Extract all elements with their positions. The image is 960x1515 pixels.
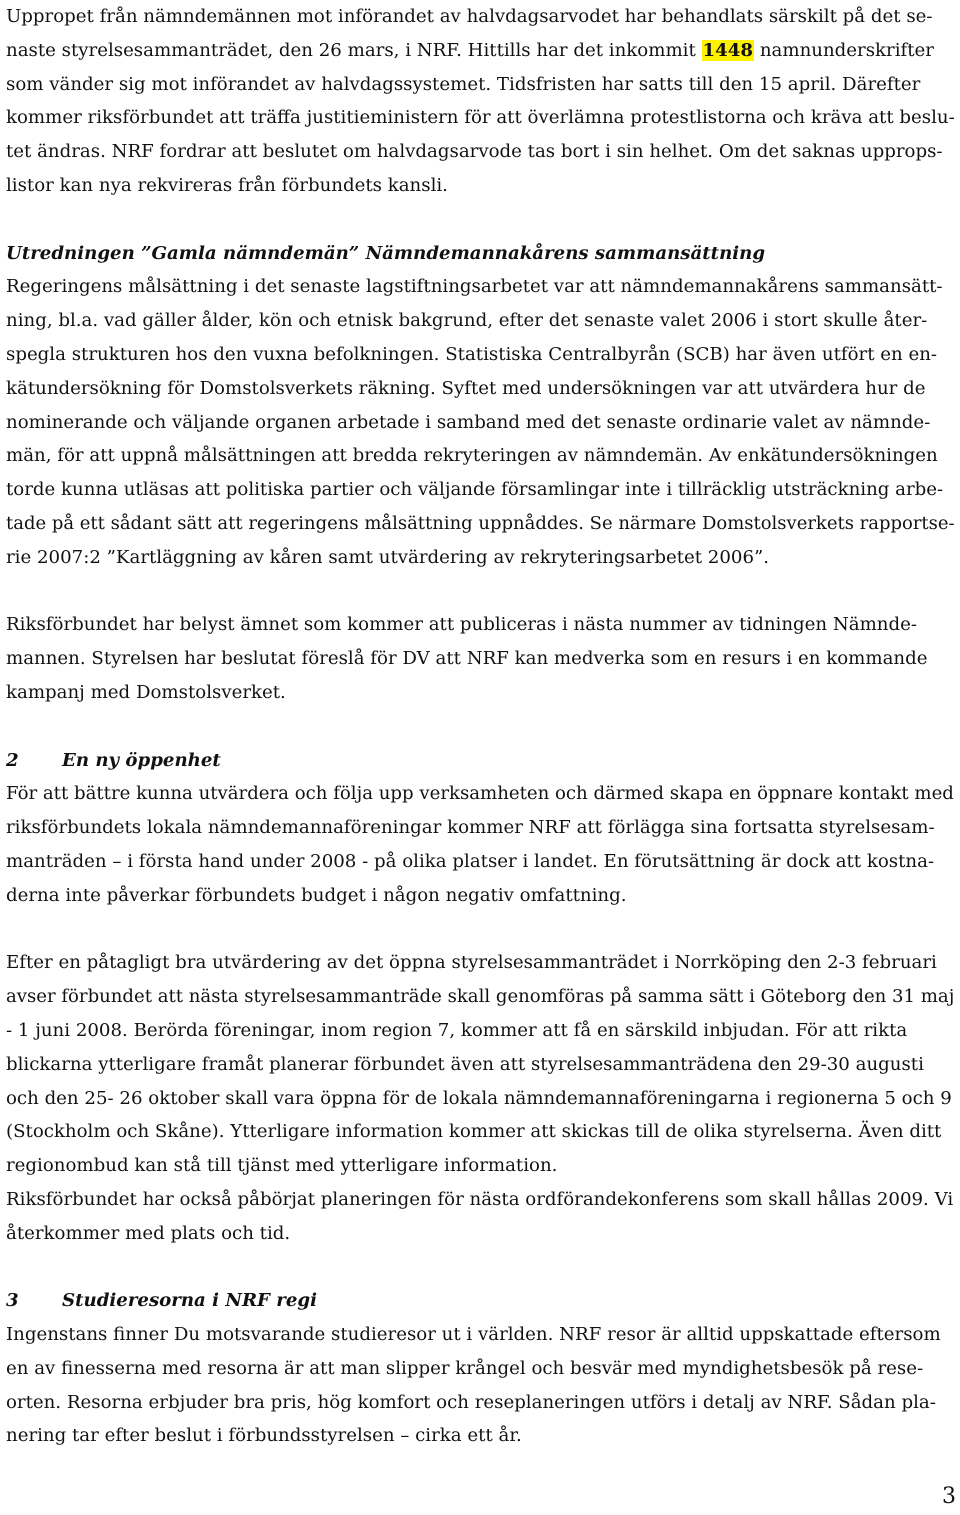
- text-line: mannen. Styrelsen har beslutat föreslå för DV att NRF kan medverka som en resurs i en kommande: [6, 648, 928, 670]
- text-line: derna inte påverkar förbundets budget i någon negativ omfattning.: [6, 884, 627, 906]
- text-line: (Stockholm och Skåne). Ytterligare information kommer att skickas till de olika styrelserna. Även ditt: [6, 1121, 942, 1143]
- paragraph-gap: [6, 710, 956, 744]
- text-line: avser förbundet att nästa styrelsesammanträde skall genomföras på samma sätt i Göteborg den 31 maj: [6, 986, 955, 1008]
- text-line: Ingenstans finner Du motsvarande studieresor ut i världen. NRF resor är alltid uppskattade eftersom: [6, 1324, 941, 1346]
- section-heading: [6, 1284, 956, 1318]
- text-line: Uppropet från nämndemännen mot införandet av halvdagsarvodet har behandlats särskilt på det se-: [6, 6, 933, 27]
- text-line: För att bättre kunna utvärdera och följa upp verksamheten och därmed skapa en öppnare kontakt med: [6, 783, 954, 805]
- text-line: [6, 34, 956, 68]
- text-line: Regeringens målsättning i det senaste lagstiftningsarbetet var att nämndemannakårens sammansätt-: [6, 276, 943, 298]
- text-line: som vänder sig mot införandet av halvdagssystemet. Tidsfristen har satts till den 15 april. Därefter: [6, 73, 921, 95]
- paragraph-gap: [6, 1250, 956, 1284]
- text-line: en av finesserna med resorna är att man slipper krångel och besvär med myndighetsbesök på rese-: [6, 1357, 924, 1379]
- text-line: kampanj med Domstolsverket.: [6, 681, 286, 703]
- text-line: tet ändras. NRF fordrar att beslutet om halvdagsarvode tas bort i sin helhet. Om det saknas upprops-: [6, 141, 943, 163]
- text-fragment: naste styrelsesammanträdet, den 26 mars, i NRF. Hittills har det inkommit: [6, 39, 702, 61]
- text-line: och den 25- 26 oktober skall vara öppna för de lokala nämndemannaföreningarna i regionerna 5 och 9: [6, 1087, 952, 1109]
- highlighted-count: 1448: [702, 39, 754, 61]
- text-line: nering tar efter beslut i förbundsstyrelsen – cirka ett år.: [6, 1425, 522, 1447]
- text-line: Riksförbundet har belyst ämnet som kommer att publiceras i nästa nummer av tidningen Nämnde-: [6, 614, 917, 636]
- document-page: [6, 0, 956, 1453]
- page-number: 3: [942, 1484, 956, 1509]
- text-line: kätundersökning för Domstolsverkets räkning. Syftet med undersökningen var att utvärdera hur de: [6, 377, 926, 399]
- intro-paragraph: [6, 0, 956, 203]
- text-line: blickarna ytterligare framåt planerar förbundet även att styrelsesammanträdena den 29-30 augusti: [6, 1053, 924, 1075]
- text-line: listor kan nya rekvireras från förbundets kansli.: [6, 174, 448, 196]
- section-2: [6, 744, 956, 1251]
- text-line: manträden – i första hand under 2008 - på olika platser i landet. En förutsättning är dock att kostna-: [6, 850, 935, 872]
- text-fragment: namnunderskrifter: [754, 39, 934, 61]
- section-heading: Utredningen ”Gamla nämndemän” Nämndemannakårens sammansättning: [6, 242, 766, 264]
- section-title: En ny öppenhet: [62, 749, 221, 771]
- text-line: Efter en påtagligt bra utvärdering av det öppna styrelsesammanträdet i Norrköping den 2-3 februari: [6, 952, 937, 974]
- section-title: Studieresorna i NRF regi: [62, 1290, 317, 1312]
- text-line: kommer riksförbundet att träffa justitieministern för att överlämna protestlistorna och kräva att beslu-: [6, 107, 955, 129]
- section-number: 3: [6, 1290, 19, 1312]
- section-number: 2: [6, 749, 19, 771]
- section-3: [6, 1284, 956, 1453]
- text-line: riksförbundets lokala nämndemannaföreningar kommer NRF att förlägga sina fortsatta styrelsesam-: [6, 817, 935, 839]
- text-line: spegla strukturen hos den vuxna befolkningen. Statistiska Centralbyrån (SCB) har även utfört en en-: [6, 343, 938, 365]
- paragraph-gap: [6, 203, 956, 237]
- paragraph-gap: [6, 913, 956, 947]
- section-utredning: [6, 237, 956, 710]
- text-line: Riksförbundet har också påbörjat planeringen för nästa ordförandekonferens som skall hållas 2009. Vi: [6, 1188, 954, 1210]
- section-heading: [6, 744, 956, 778]
- text-line: torde kunna utläsas att politiska partier och väljande församlingar inte i tillräcklig utsträckning arbe-: [6, 479, 944, 501]
- text-line: orten. Resorna erbjuder bra pris, hög komfort och reseplaneringen utförs i detalj av NRF. Sådan pla-: [6, 1391, 936, 1413]
- text-line: nominerande och väljande organen arbetade i samband med det senaste ordinarie valet av nämnde-: [6, 411, 931, 433]
- text-line: rie 2007:2 ”Kartläggning av kåren samt utvärdering av rekryteringsarbetet 2006”.: [6, 546, 770, 568]
- text-line: tade på ett sådant sätt att regeringens målsättning uppnåddes. Se närmare Domstolsverkets rapportse-: [6, 512, 955, 534]
- text-line: - 1 juni 2008. Berörda föreningar, inom region 7, kommer att få en särskild inbjudan. För att rikta: [6, 1019, 908, 1041]
- text-line: ning, bl.a. vad gäller ålder, kön och etnisk bakgrund, efter det senaste valet 2006 i stort skulle åter-: [6, 310, 928, 332]
- paragraph-gap: [6, 575, 956, 609]
- text-line: återkommer med plats och tid.: [6, 1222, 291, 1244]
- text-line: regionombud kan stå till tjänst med ytterligare information.: [6, 1155, 558, 1177]
- text-line: män, för att uppnå målsättningen att bredda rekryteringen av nämndemän. Av enkätundersökningen: [6, 445, 938, 467]
